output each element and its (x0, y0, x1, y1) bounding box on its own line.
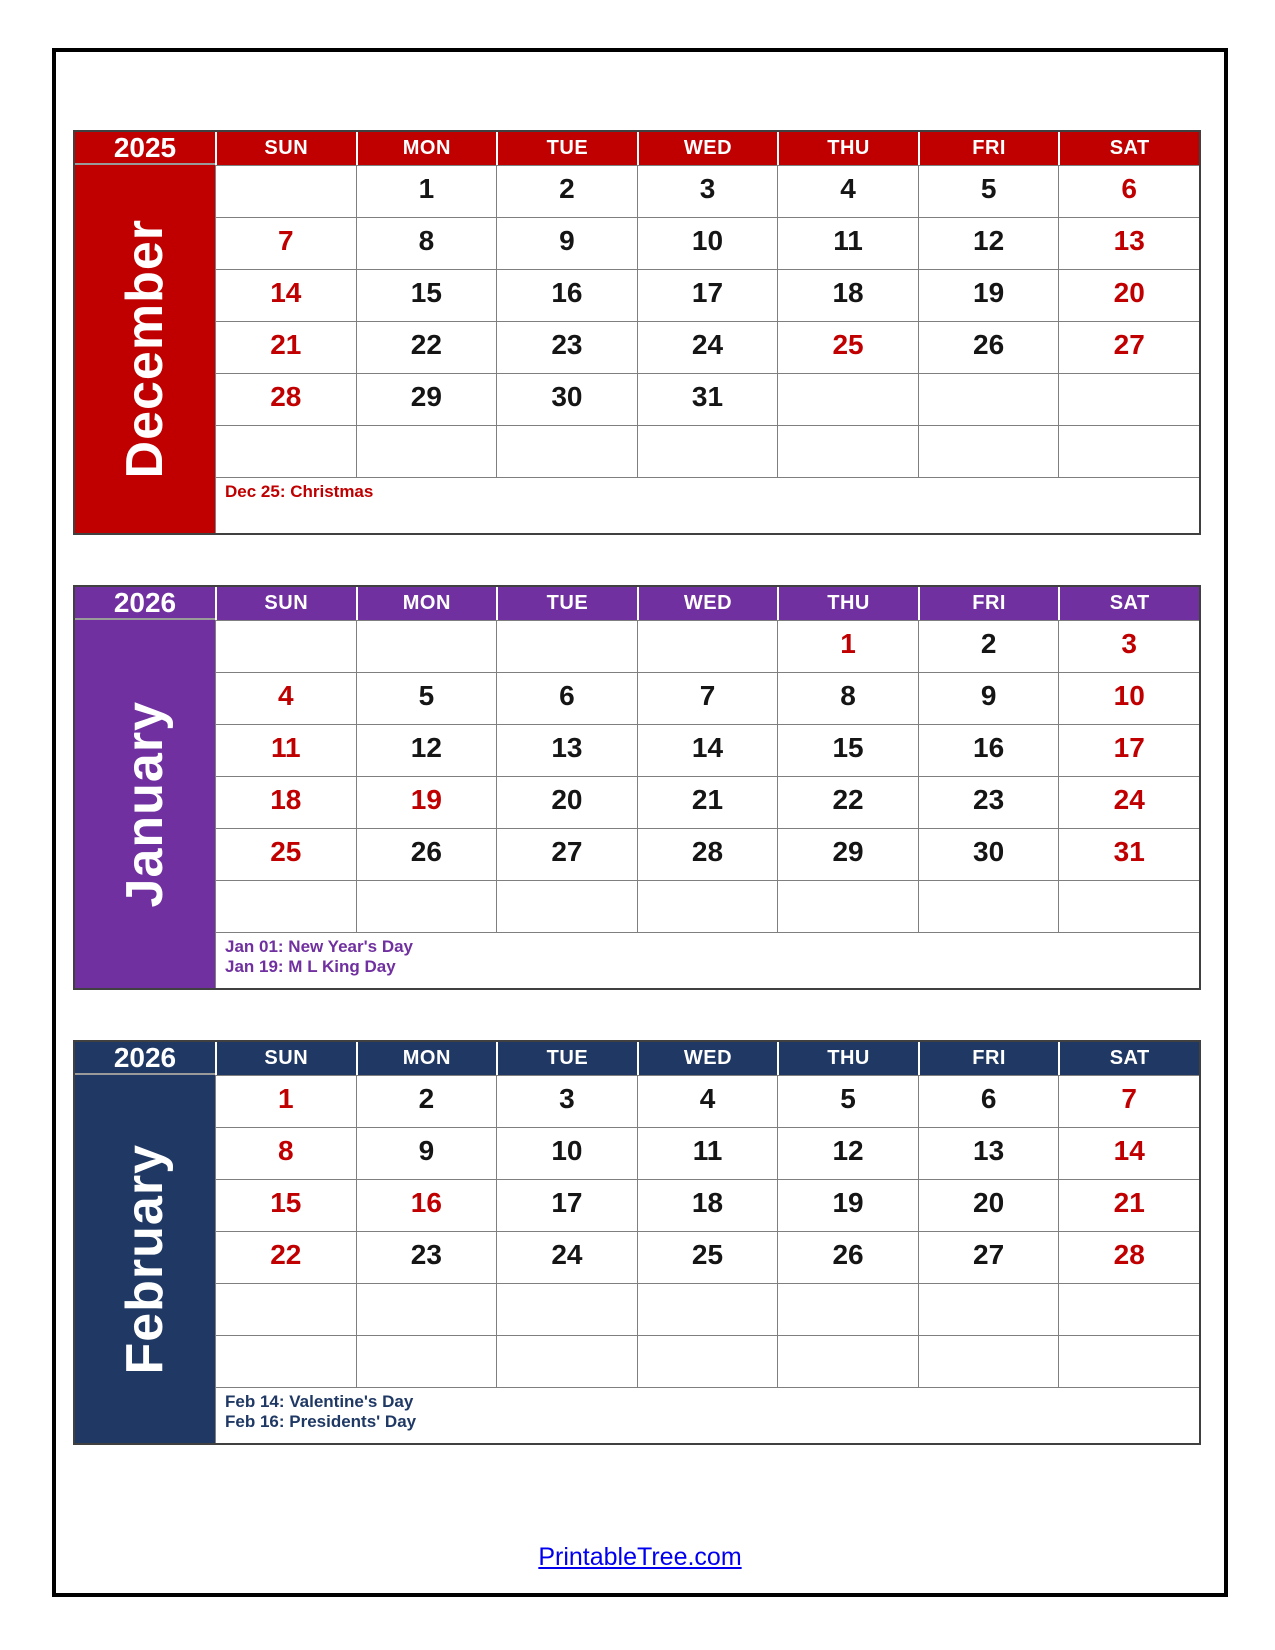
date-cell (356, 776, 497, 828)
date-cell (1058, 321, 1199, 373)
empty-date-cell (777, 425, 918, 477)
year-label: 2025 (75, 132, 215, 165)
date-cell (496, 672, 637, 724)
date-number: 25 (832, 328, 864, 360)
date-number: 3 (559, 1082, 575, 1114)
date-cell (918, 620, 1059, 672)
date-cell (1058, 217, 1199, 269)
date-cell (1058, 1179, 1199, 1231)
date-number: 26 (410, 835, 442, 867)
empty-date-cell (356, 1283, 497, 1335)
date-cell (215, 1179, 356, 1231)
date-cell (637, 217, 778, 269)
day-header-mon: MON (356, 1042, 497, 1075)
date-cell (215, 776, 356, 828)
day-header-wed: WED (637, 132, 778, 165)
date-cell (777, 1231, 918, 1283)
date-number: 13 (973, 1134, 1005, 1166)
date-cell (215, 217, 356, 269)
date-cell (777, 672, 918, 724)
day-header-thu: THU (777, 132, 918, 165)
date-cell (496, 828, 637, 880)
date-cell (1058, 724, 1199, 776)
date-cell (215, 1127, 356, 1179)
empty-date-cell (918, 425, 1059, 477)
date-number: 28 (691, 835, 724, 867)
empty-date-cell (637, 880, 778, 932)
date-cell (496, 373, 637, 425)
date-number: 7 (699, 679, 716, 711)
date-cell (637, 1231, 778, 1283)
date-cell (356, 1231, 497, 1283)
date-number: 14 (1113, 1134, 1145, 1166)
date-cell (777, 217, 918, 269)
date-cell (356, 373, 497, 425)
date-cell (777, 776, 918, 828)
month-name-vertical: December (116, 219, 174, 479)
empty-date-cell (215, 165, 356, 217)
date-cell (637, 776, 778, 828)
date-cell (918, 1075, 1059, 1127)
date-cell (637, 373, 778, 425)
day-header-mon: MON (356, 132, 497, 165)
date-number: 4 (699, 1082, 716, 1114)
date-cell (1058, 1231, 1199, 1283)
day-header-sun: SUN (215, 132, 356, 165)
day-header-wed: WED (637, 587, 778, 620)
date-number: 16 (973, 731, 1005, 763)
date-cell (777, 1075, 918, 1127)
date-number: 6 (559, 679, 575, 711)
date-cell (637, 1075, 778, 1127)
empty-date-cell (777, 373, 918, 425)
date-cell (496, 217, 637, 269)
date-number: 24 (1113, 783, 1145, 815)
date-number: 21 (691, 783, 724, 815)
date-number: 23 (551, 328, 583, 360)
date-cell (1058, 1075, 1199, 1127)
date-cell (918, 165, 1059, 217)
date-number: 4 (840, 172, 856, 204)
date-cell (777, 828, 918, 880)
holiday-note: Feb 16: Presidents' Day (225, 1412, 417, 1431)
date-cell (356, 1127, 497, 1179)
date-number: 24 (691, 328, 724, 360)
date-number: 23 (410, 1238, 442, 1270)
empty-date-cell (1058, 1335, 1199, 1387)
date-cell (496, 1179, 637, 1231)
date-number: 30 (973, 835, 1005, 867)
date-number: 10 (551, 1134, 583, 1166)
date-number: 9 (559, 224, 575, 256)
month-name-bar (75, 620, 215, 988)
date-number: 3 (1121, 627, 1137, 659)
date-cell (918, 217, 1059, 269)
day-header-tue: TUE (496, 1042, 637, 1075)
date-number: 11 (692, 1134, 723, 1166)
date-number: 18 (270, 783, 302, 815)
date-cell (637, 672, 778, 724)
date-cell (777, 165, 918, 217)
date-number: 12 (410, 731, 442, 763)
empty-date-cell (777, 1283, 918, 1335)
day-header-thu: THU (777, 587, 918, 620)
date-number: 23 (973, 783, 1005, 815)
day-header-sun: SUN (215, 587, 356, 620)
date-cell (215, 1075, 356, 1127)
date-cell (918, 1231, 1059, 1283)
date-cell (356, 165, 497, 217)
day-header-fri: FRI (918, 587, 1059, 620)
date-cell (1058, 620, 1199, 672)
date-number: 18 (832, 276, 864, 308)
day-header-fri: FRI (918, 1042, 1059, 1075)
date-cell (215, 269, 356, 321)
year-label: 2026 (75, 1042, 215, 1075)
date-number: 3 (699, 172, 716, 204)
date-cell (496, 269, 637, 321)
date-number: 27 (551, 835, 583, 867)
empty-date-cell (637, 1283, 778, 1335)
date-cell (496, 724, 637, 776)
date-cell (356, 1075, 497, 1127)
holiday-note: Dec 25: Christmas (225, 482, 374, 501)
date-cell (777, 1127, 918, 1179)
empty-date-cell (215, 880, 356, 932)
date-number: 12 (832, 1134, 864, 1166)
date-number: 10 (1113, 679, 1145, 711)
date-number: 10 (691, 224, 724, 256)
date-number: 12 (973, 224, 1005, 256)
date-number: 13 (1113, 224, 1145, 256)
date-cell (496, 1127, 637, 1179)
date-number: 2 (418, 1082, 435, 1114)
month-name-vertical: February (116, 1143, 174, 1375)
date-number: 17 (691, 276, 724, 308)
date-number: 17 (551, 1186, 583, 1218)
date-number: 17 (1113, 731, 1145, 763)
date-number: 8 (418, 224, 435, 256)
empty-date-cell (215, 1335, 356, 1387)
date-number: 20 (551, 783, 583, 815)
date-cell (918, 672, 1059, 724)
date-cell (496, 776, 637, 828)
date-number: 29 (832, 835, 864, 867)
date-number: 8 (277, 1134, 294, 1166)
date-cell (215, 724, 356, 776)
date-number: 15 (410, 276, 442, 308)
holiday-notes (215, 932, 1199, 988)
date-cell (356, 321, 497, 373)
date-number: 11 (833, 224, 863, 256)
empty-date-cell (918, 880, 1059, 932)
date-number: 26 (973, 328, 1005, 360)
date-number: 22 (270, 1238, 302, 1270)
holiday-notes (215, 477, 1199, 533)
date-cell (215, 1231, 356, 1283)
date-number: 19 (973, 276, 1005, 308)
date-cell (918, 828, 1059, 880)
date-number: 20 (1113, 276, 1145, 308)
empty-date-cell (1058, 880, 1199, 932)
date-cell (918, 724, 1059, 776)
month-block-february (73, 1040, 1201, 1445)
empty-date-cell (1058, 373, 1199, 425)
date-cell (215, 321, 356, 373)
date-cell (777, 620, 918, 672)
date-cell (918, 1127, 1059, 1179)
date-number: 27 (973, 1238, 1005, 1270)
date-number: 25 (270, 835, 302, 867)
date-cell (637, 828, 778, 880)
date-number: 14 (691, 731, 724, 763)
date-number: 7 (1121, 1082, 1137, 1114)
empty-date-cell (215, 425, 356, 477)
date-cell (1058, 269, 1199, 321)
date-number: 18 (691, 1186, 724, 1218)
month-name-bar (75, 1075, 215, 1443)
date-cell (215, 828, 356, 880)
date-number: 27 (1113, 328, 1145, 360)
date-cell (637, 269, 778, 321)
empty-date-cell (918, 1335, 1059, 1387)
empty-date-cell (496, 880, 637, 932)
date-cell (1058, 776, 1199, 828)
date-number: 28 (270, 380, 302, 412)
date-number: 28 (1113, 1238, 1145, 1270)
day-header-mon: MON (356, 587, 497, 620)
empty-date-cell (1058, 425, 1199, 477)
empty-date-cell (637, 425, 778, 477)
empty-date-cell (215, 1283, 356, 1335)
date-cell (777, 1179, 918, 1231)
date-number: 9 (980, 679, 997, 711)
date-cell (777, 269, 918, 321)
date-number: 26 (832, 1238, 864, 1270)
year-label: 2026 (75, 587, 215, 620)
empty-date-cell (496, 1335, 637, 1387)
date-number: 24 (551, 1238, 583, 1270)
date-number: 20 (973, 1186, 1005, 1218)
month-name-bar (75, 165, 215, 533)
date-cell (918, 776, 1059, 828)
empty-date-cell (777, 880, 918, 932)
empty-date-cell (777, 1335, 918, 1387)
date-cell (496, 1075, 637, 1127)
day-header-wed: WED (637, 1042, 778, 1075)
date-number: 29 (410, 380, 442, 412)
date-cell (777, 321, 918, 373)
date-number: 19 (410, 783, 442, 815)
date-cell (637, 165, 778, 217)
date-cell (356, 1179, 497, 1231)
date-cell (918, 269, 1059, 321)
date-cell (637, 1179, 778, 1231)
holiday-note: Feb 14: Valentine's Day (225, 1392, 414, 1411)
footer-link[interactable]: PrintableTree.com (538, 1543, 742, 1571)
day-header-sat: SAT (1058, 587, 1199, 620)
date-cell (356, 269, 497, 321)
empty-date-cell (356, 1335, 497, 1387)
date-number: 13 (551, 731, 583, 763)
date-number: 21 (1113, 1186, 1145, 1218)
empty-date-cell (918, 1283, 1059, 1335)
empty-date-cell (496, 1283, 637, 1335)
date-cell (777, 724, 918, 776)
date-cell (496, 1231, 637, 1283)
date-number: 22 (410, 328, 442, 360)
date-number: 25 (691, 1238, 724, 1270)
date-number: 16 (410, 1186, 442, 1218)
date-number: 8 (840, 679, 856, 711)
date-cell (1058, 672, 1199, 724)
date-cell (1058, 1127, 1199, 1179)
date-number: 31 (691, 380, 724, 412)
holiday-note: Jan 19: M L King Day (225, 957, 396, 976)
day-header-sat: SAT (1058, 132, 1199, 165)
date-number: 31 (1113, 835, 1145, 867)
date-number: 1 (840, 627, 856, 659)
empty-date-cell (356, 425, 497, 477)
empty-date-cell (356, 880, 497, 932)
date-cell (637, 321, 778, 373)
empty-date-cell (1058, 1283, 1199, 1335)
month-block-december (73, 130, 1201, 535)
day-header-sat: SAT (1058, 1042, 1199, 1075)
date-cell (637, 724, 778, 776)
date-number: 30 (551, 380, 583, 412)
day-header-thu: THU (777, 1042, 918, 1075)
empty-date-cell (637, 1335, 778, 1387)
date-number: 21 (270, 328, 302, 360)
date-cell (918, 321, 1059, 373)
date-number: 4 (277, 679, 294, 711)
date-cell (637, 1127, 778, 1179)
footer (52, 1543, 1228, 1572)
empty-date-cell (356, 620, 497, 672)
date-cell (215, 672, 356, 724)
date-number: 16 (551, 276, 583, 308)
date-number: 2 (980, 627, 997, 659)
date-cell (918, 1179, 1059, 1231)
empty-date-cell (496, 620, 637, 672)
empty-date-cell (215, 620, 356, 672)
date-cell (1058, 165, 1199, 217)
date-number: 5 (840, 1082, 856, 1114)
date-cell (1058, 828, 1199, 880)
day-header-tue: TUE (496, 132, 637, 165)
date-number: 1 (418, 172, 435, 204)
date-number: 6 (1121, 172, 1137, 204)
date-number: 14 (270, 276, 302, 308)
day-header-sun: SUN (215, 1042, 356, 1075)
date-number: 11 (270, 731, 301, 763)
holiday-notes (215, 1387, 1199, 1443)
date-number: 5 (418, 679, 435, 711)
date-cell (356, 828, 497, 880)
date-cell (496, 321, 637, 373)
date-number: 19 (832, 1186, 864, 1218)
month-name-vertical: January (116, 700, 174, 908)
empty-date-cell (637, 620, 778, 672)
month-block-january (73, 585, 1201, 990)
date-number: 2 (559, 172, 575, 204)
empty-date-cell (496, 425, 637, 477)
day-header-fri: FRI (918, 132, 1059, 165)
date-number: 5 (980, 172, 997, 204)
day-header-tue: TUE (496, 587, 637, 620)
holiday-note: Jan 01: New Year's Day (225, 937, 414, 956)
empty-date-cell (918, 373, 1059, 425)
date-cell (496, 165, 637, 217)
date-number: 1 (277, 1082, 294, 1114)
date-cell (356, 724, 497, 776)
date-cell (356, 672, 497, 724)
date-cell (215, 373, 356, 425)
date-number: 15 (832, 731, 864, 763)
date-number: 6 (980, 1082, 997, 1114)
date-cell (356, 217, 497, 269)
date-number: 9 (418, 1134, 435, 1166)
date-number: 22 (832, 783, 864, 815)
date-number: 7 (277, 224, 294, 256)
date-number: 15 (270, 1186, 302, 1218)
